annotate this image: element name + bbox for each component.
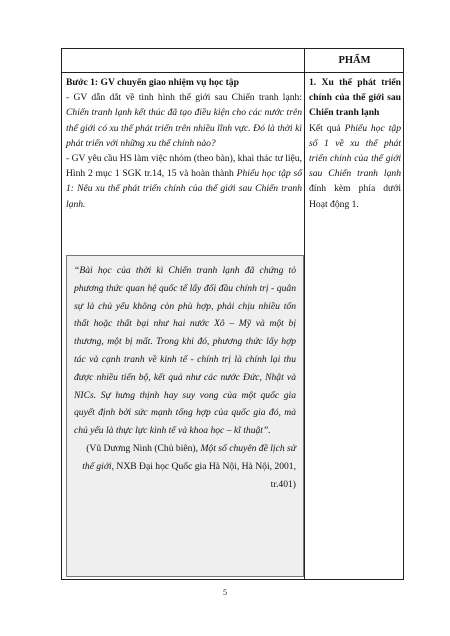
left-cell	[66, 75, 302, 212]
paragraph-task	[66, 151, 302, 212]
right-cell	[309, 75, 401, 212]
right-text-b: đính kèm phía dưới Hoạt động 1.	[309, 183, 401, 210]
quote-source-title: Một số chuyên đề lịch sử thế giới	[82, 442, 296, 472]
right-paragraph	[309, 121, 401, 212]
quote-text: “Bài học của thời kì Chiến tranh lạnh đã chứng tỏ phương thức quan hệ quốc tế lấy đối đầu chính trị - quân sự là chủ yếu không còn phù hợp, phải chịu nhiều tổn thất hoặc thất bại như hai nước Xô – Mỹ và một bị thương, một bị mất. Trong khi đó, phương thức lấy hợp tác và cạnh tranh về kinh tế - chính trị là chính lại thu được nhiều tiến bộ, kết quả như các nước Đức, Nhật và NICs. Sự hưng thịnh hay suy vong của một quốc gia quyết định bởi sức mạnh tổng hợp của quốc gia đó, mà chủ yếu là thực lực kinh tế và khoa học – kĩ thuật”.	[74, 265, 296, 437]
task-plain: - GV yêu cầu HS làm việc nhóm (theo bàn), khai thác tư liệu, Hình 2 mục 1 SGK tr.14, 15 và hoàn thành	[66, 153, 303, 180]
step-title: Bước 1: GV chuyển giao nhiệm vụ học tập	[66, 77, 239, 88]
quote-source-b: , NXB Đại học Quốc gia Hà Nội, Hà Nội, 2001, tr.401)	[111, 460, 296, 490]
quote-box	[66, 255, 304, 577]
column-divider	[304, 49, 305, 579]
task-italic: Phiếu học tập số 1: Nêu xu thế phát triển chính của thế giới sau Chiến tranh lạnh.	[66, 168, 303, 210]
header-divider	[62, 72, 403, 73]
right-section-title: 1. Xu thế phát triển chính của thế giới sau Chiến tranh lạnh	[309, 77, 401, 119]
paragraph-intro	[66, 90, 302, 151]
right-text-italic: Phiếu học tập số 1 về xu thế phát triển chính của thế giới sau Chiến tranh lạnh	[309, 122, 401, 180]
intro-italic: Chiến tranh lạnh kết thúc đã tạo điều kiện cho các nước trên thế giới có xu thế phát triển trên nhiều lĩnh vực. Đó là thời kì phát triển với những xu thế chính nào?	[66, 107, 302, 149]
page-number: 5	[223, 588, 227, 597]
quote-source	[74, 440, 296, 494]
intro-plain: - GV dẫn dắt về tình hình thế giới sau Chiến tranh lạnh:	[66, 92, 302, 104]
quote-source-a: (Vũ Dương Ninh (Chủ biên),	[86, 442, 201, 454]
content-table	[61, 48, 404, 580]
right-text-a: Kết quả	[309, 122, 345, 134]
header-right-cell: PHẨM	[338, 55, 371, 66]
